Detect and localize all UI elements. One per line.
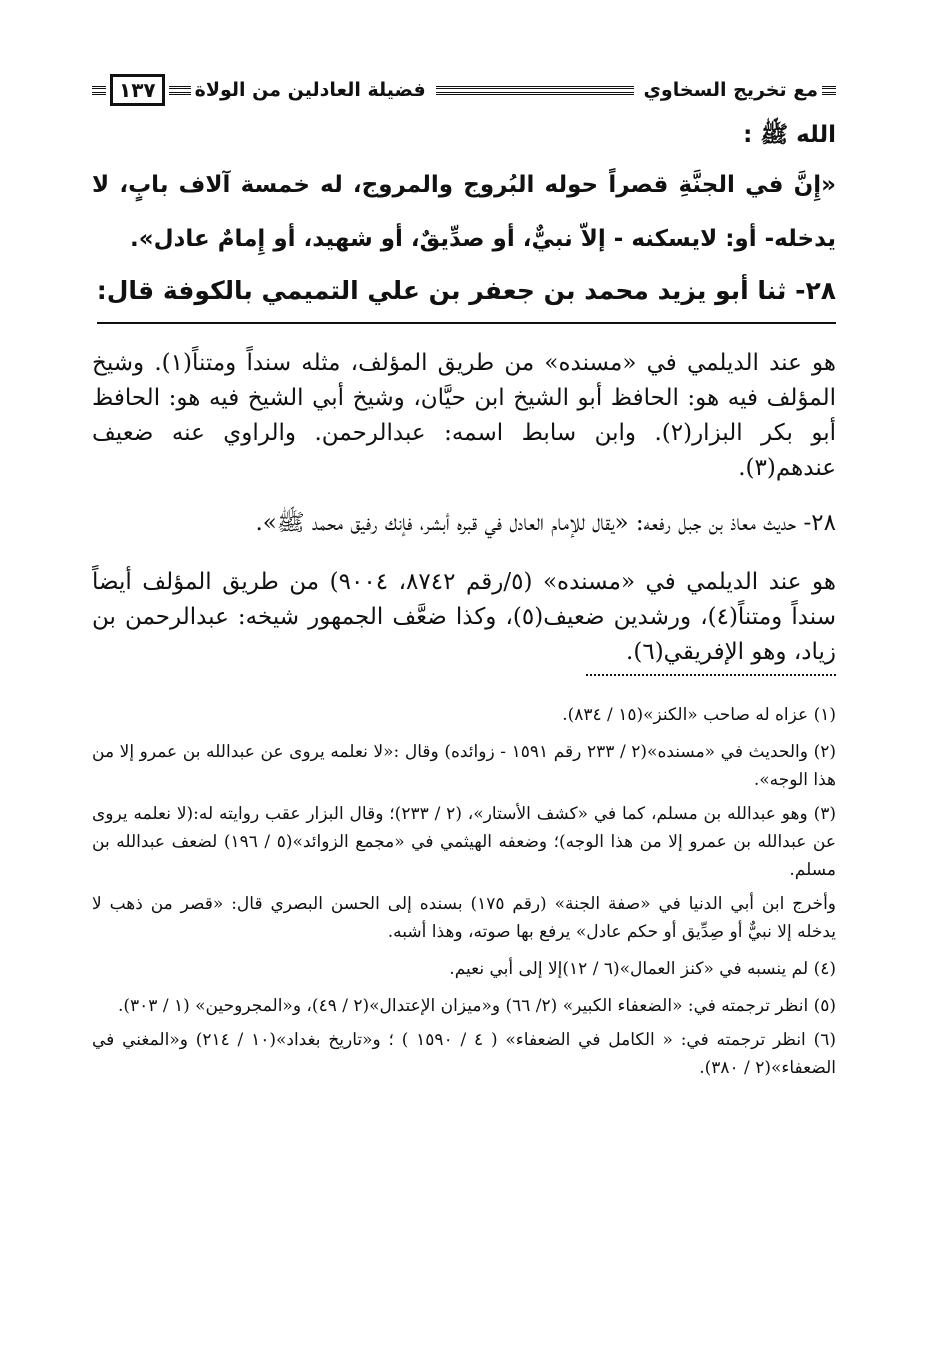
footnote-4: (٤) لم ينسبه في «كنز العمال»(٦ / ١٢)إلا إلى أبي نعيم. xyxy=(449,959,836,979)
footnote-2: (٢) والحديث في «مسنده»(٢ / ٢٣٣ رقم ١٥٩١ - زوائده) وقال :«لا نعلمه يروى عن عبدالله بن عمرو إلا من هذا الوجه». xyxy=(92,742,836,790)
header-rule-left xyxy=(92,86,106,95)
commentary-paragraph-1: هو عند الديلمي في «مسنده» من طريق المؤلف، مثله سنداً ومتناً(١). وشيخ المؤلف فيه هو: الحافظ أبو الشيخ ابن حيَّان، وشيخ أبي الشيخ فيه هو: الحافظ أبو بكر البزار(٢). وابن سابط اسمه: عبدالرحمن. والراوي عنه ضعيف عندهم(٣). xyxy=(92,350,836,481)
header-rule-inner xyxy=(169,86,191,95)
commentary-paragraph-2: هو عند الديلمي في «مسنده» (٥/رقم ٨٧٤٢، ٩٠٠٤) من طريق المؤلف أيضاً سنداً ومتناً(٤)، ورشدين ضعيف(٥)، وكذا ضعَّف الجمهور شيخه: عبدالرحمن بن زياد، وهو الإفريقي(٦). xyxy=(92,569,837,665)
intro-line: الله ﷺ : xyxy=(743,122,836,148)
header-rule-middle xyxy=(436,86,634,95)
footnote-1: (١) عزاه له صاحب «الكنز»(١٥ / ٨٣٤). xyxy=(562,705,836,725)
running-header xyxy=(92,70,836,110)
page-number: ١٣٧ xyxy=(110,74,165,106)
header-subtitle: مع تخريج السخاوي xyxy=(643,79,818,101)
footnote-5: (٥) انظر ترجمته في: «الضعفاء الكبير» (٢/ ٦٦) و«ميزان الإعتدال»(٢ / ٤٩)، و«المجروحين» (١ / ٣٠٣). xyxy=(117,996,836,1016)
header-rule-right xyxy=(822,86,836,95)
main-text xyxy=(92,116,836,324)
header-title: فضيلة العادلين من الولاة xyxy=(194,79,426,101)
footnote-3: (٣) وهو عبدالله بن مسلم، كما في «كشف الأستار»، (٢ / ٢٣٣)؛ وقال البزار عقب روايته له:(لا نعلمه يروى عن عبدالله بن عمرو إلا من هذا الوجه)؛ وضعفه الهيثمي في «مجمع الزوائد»(٥ / ١٩٦) لضعف عبدالله بن مسلم. xyxy=(92,804,836,880)
footnote-6: (٦) انظر ترجمته في: « الكامل في الضعفاء» ( ٤ / ١٥٩٠ ) ؛ و«تاريخ بغداد»(١٠ / ٢١٤) و«المغني في الضعفاء»(٢ / ٣٨٠). xyxy=(92,1030,836,1078)
isnad-heading: ٢٨- ثنا أبو يزيد محمد بن جعفر بن علي التميمي بالكوفة قال: xyxy=(97,268,836,324)
book-page xyxy=(92,70,836,1350)
footnote-separator xyxy=(586,674,836,676)
footnote-3-continuation: وأخرج ابن أبي الدنيا في «صفة الجنة» (رقم ١٧٥) بسنده إلى الحسن البصري قال: «قصر من ذهب لا يدخله إلا نبيٌّ أو صِدِّيق أو حكم عادل» يرفع بها صوته، وهذا أشبه. xyxy=(92,894,837,942)
hadith-quote: «إِنَّ في الجنَّةِ قصراً حوله البُروج والمروج، له خمسة آلاف بابٍ، لا يدخله- أو: لايسكنه - إلاّ نبيٌّ، أو صدِّيقٌ، أو شهيد، أو إِمامٌ عادل». xyxy=(92,172,836,252)
hadith-28-paragraph: ٢٨- حديث معاذ بن جبل رفعه: «يقال للإمام العادل في قبره أبشر، فإنك رفيق محمد ﷺ». xyxy=(255,510,836,536)
footnotes xyxy=(92,698,836,1082)
